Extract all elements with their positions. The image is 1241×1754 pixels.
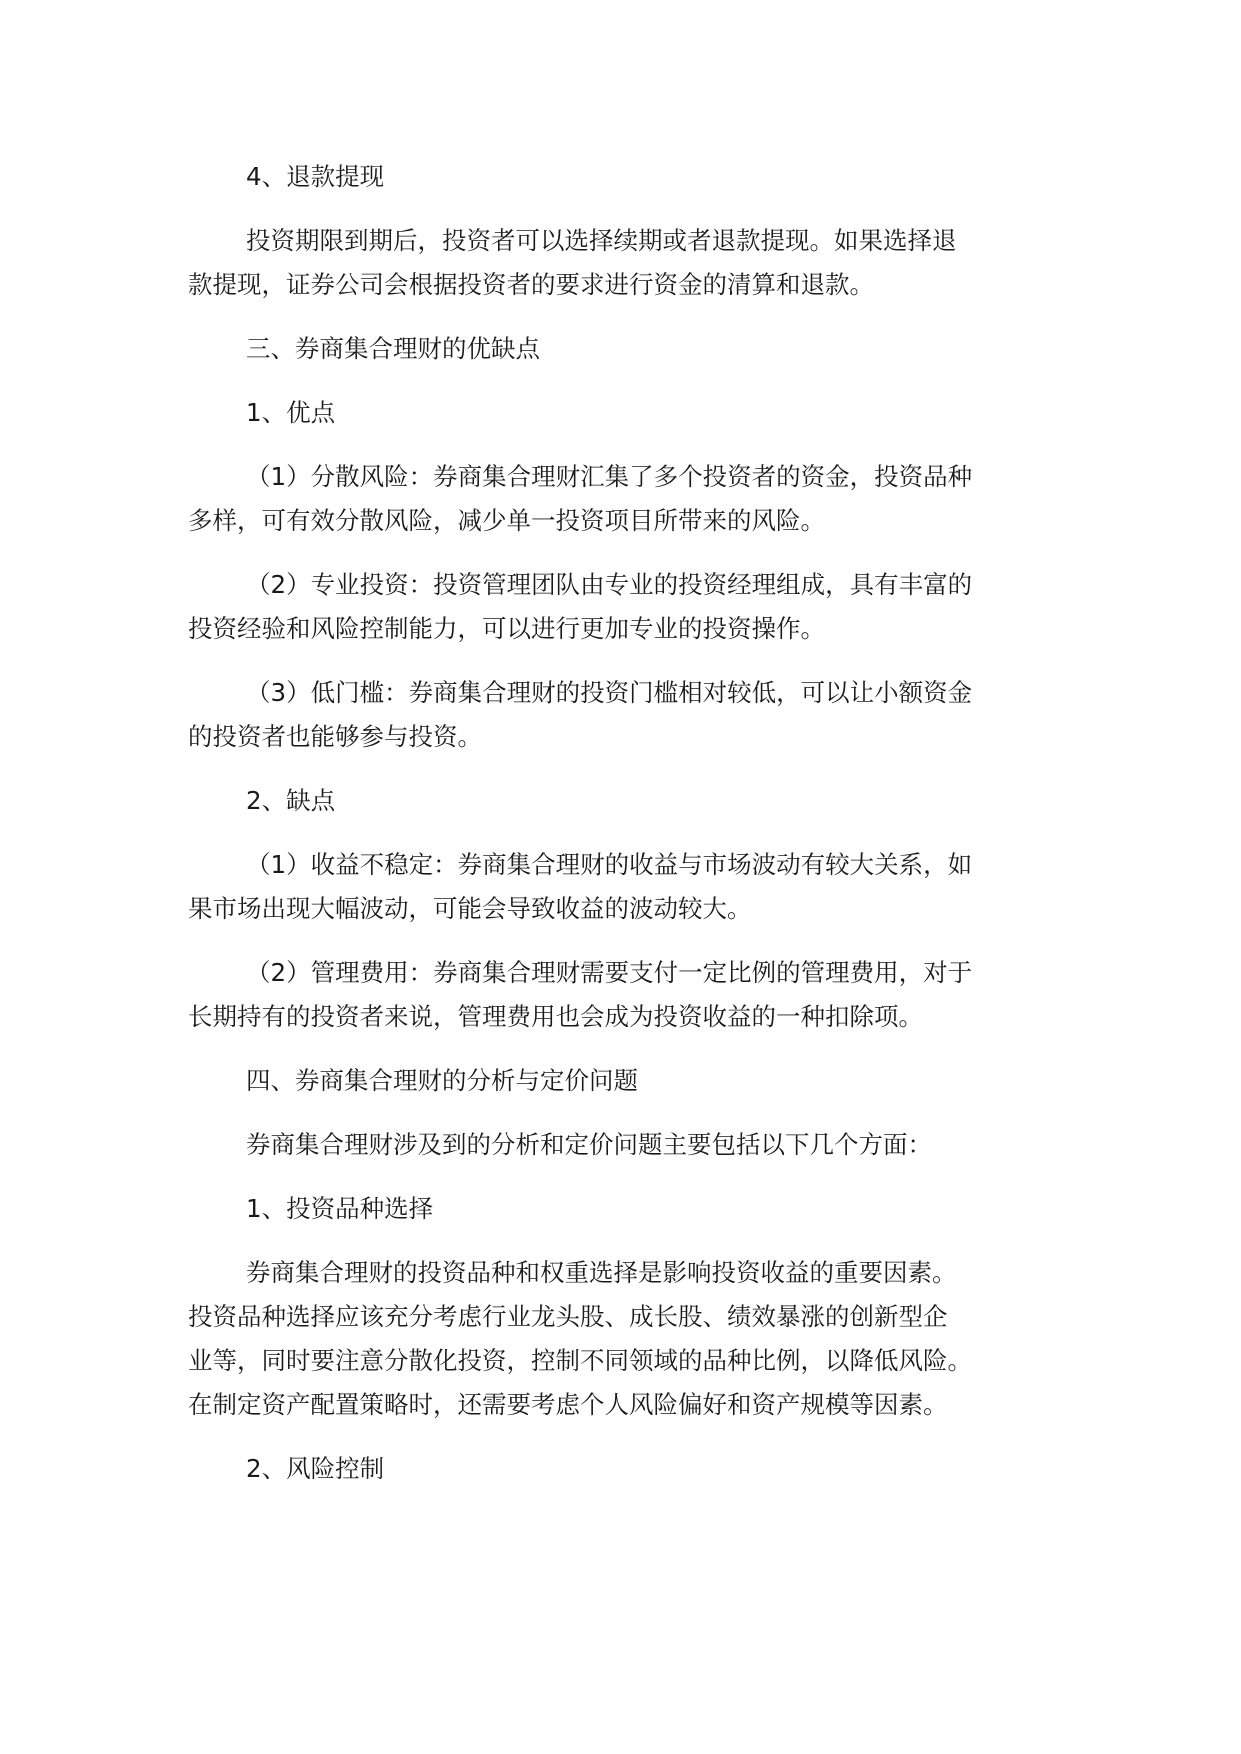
paragraph <box>188 843 1068 931</box>
text-line: 券商集合理财的投资品种和权重选择是影响投资收益的重要因素。 <box>246 1258 957 1287</box>
paragraph <box>188 563 1068 651</box>
text-line: 在制定资产配置策略时，还需要考虑个人风险偏好和资产规模等因素。 <box>188 1390 948 1419</box>
paragraph <box>188 1187 1068 1231</box>
text-line: 长期持有的投资者来说，管理费用也会成为投资收益的一种扣除项。 <box>188 1002 923 1031</box>
document-body <box>188 155 1068 1511</box>
text-line: 三、券商集合理财的优缺点 <box>246 334 540 363</box>
text-line: 四、券商集合理财的分析与定价问题 <box>246 1066 638 1095</box>
text-line: （2）专业投资：投资管理团队由专业的投资经理组成，具有丰富的 <box>246 570 973 599</box>
paragraph <box>188 671 1068 759</box>
paragraph <box>188 155 1068 199</box>
paragraph <box>188 1059 1068 1103</box>
text-line: 投资期限到期后，投资者可以选择续期或者退款提现。如果选择退 <box>246 226 957 255</box>
text-line: 多样，可有效分散风险，减少单一投资项目所带来的风险。 <box>188 506 825 535</box>
text-line: 业等，同时要注意分散化投资，控制不同领域的品种比例，以降低风险。 <box>188 1346 972 1375</box>
text-line: 2、缺点 <box>246 786 336 815</box>
text-line: 的投资者也能够参与投资。 <box>188 722 482 751</box>
paragraph <box>188 1251 1068 1427</box>
paragraph <box>188 327 1068 371</box>
text-line: 果市场出现大幅波动，可能会导致收益的波动较大。 <box>188 894 752 923</box>
paragraph <box>188 219 1068 307</box>
paragraph <box>188 1447 1068 1491</box>
text-line: （1）收益不稳定：券商集合理财的收益与市场波动有较大关系，如 <box>246 850 973 879</box>
paragraph <box>188 455 1068 543</box>
text-line: 2、风险控制 <box>246 1454 385 1483</box>
text-line: 投资品种选择应该充分考虑行业龙头股、成长股、绩效暴涨的创新型企 <box>188 1302 948 1331</box>
text-line: 4、退款提现 <box>246 162 385 191</box>
text-line: 款提现，证券公司会根据投资者的要求进行资金的清算和退款。 <box>188 270 874 299</box>
text-line: 1、优点 <box>246 398 336 427</box>
paragraph <box>188 391 1068 435</box>
text-line: （1）分散风险：券商集合理财汇集了多个投资者的资金，投资品种 <box>246 462 973 491</box>
paragraph <box>188 1123 1068 1167</box>
paragraph <box>188 951 1068 1039</box>
text-line: 券商集合理财涉及到的分析和定价问题主要包括以下几个方面： <box>246 1130 932 1159</box>
text-line: （2）管理费用：券商集合理财需要支付一定比例的管理费用，对于 <box>246 958 973 987</box>
text-line: 投资经验和风险控制能力，可以进行更加专业的投资操作。 <box>188 614 825 643</box>
paragraph <box>188 779 1068 823</box>
text-line: （3）低门槛：券商集合理财的投资门槛相对较低，可以让小额资金 <box>246 678 973 707</box>
text-line: 1、投资品种选择 <box>246 1194 434 1223</box>
